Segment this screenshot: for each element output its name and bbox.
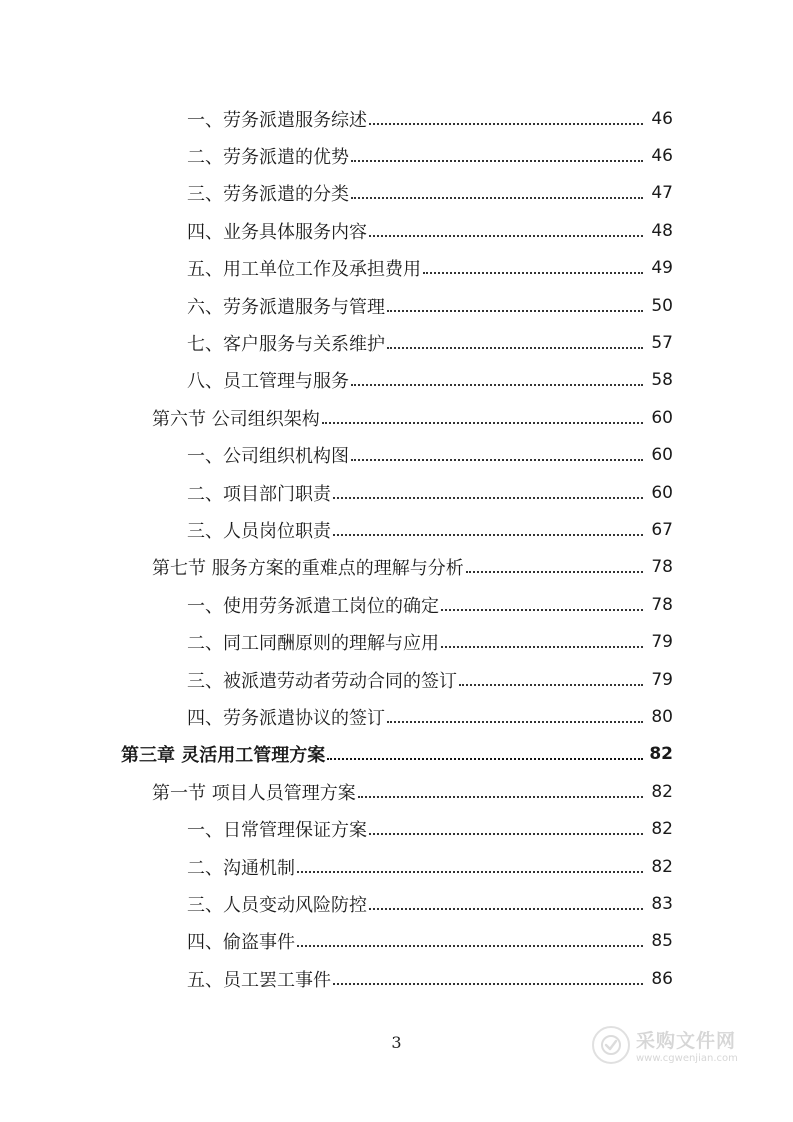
- toc-entry-title: 一、劳务派遣服务综述: [187, 109, 367, 131]
- toc-entry-title: 四、偷盗事件: [187, 932, 295, 954]
- dot-leader: [441, 609, 643, 611]
- toc-entry-title: 三、人员岗位职责: [187, 520, 331, 542]
- watermark-title: 采购文件网: [636, 1030, 737, 1052]
- toc-entry-page: 67: [651, 519, 673, 540]
- toc-entry[interactable]: [0, 960, 793, 997]
- toc-entry-page: 83: [651, 893, 673, 914]
- toc-entry-title: 第七节 服务方案的重难点的理解与分析: [152, 558, 464, 580]
- toc-section-entry[interactable]: [0, 773, 793, 810]
- toc-entry-page: 49: [651, 258, 673, 279]
- toc-entry[interactable]: [0, 212, 793, 249]
- dot-leader: [423, 272, 643, 274]
- toc-entry-title: 三、被派遣劳动者劳动合同的签订: [187, 670, 457, 692]
- toc-entry[interactable]: [0, 848, 793, 885]
- toc-entry[interactable]: [0, 661, 793, 698]
- page-number: 3: [391, 1033, 402, 1052]
- watermark: [592, 1026, 738, 1064]
- toc-entry-title: 四、劳务派遣协议的签订: [187, 707, 385, 729]
- toc-entry-title: 四、业务具体服务内容: [187, 221, 367, 243]
- dot-leader: [387, 721, 643, 723]
- toc-entry-page: 82: [651, 819, 673, 840]
- toc-entry-page: 57: [651, 333, 673, 354]
- dot-leader: [387, 310, 643, 312]
- toc-entry[interactable]: [0, 885, 793, 922]
- dot-leader: [297, 945, 643, 947]
- toc-entry-title: 五、用工单位工作及承担费用: [187, 259, 421, 281]
- toc-entry-title: 第三章 灵活用工管理方案: [121, 745, 326, 767]
- toc-entry-page: 78: [651, 557, 673, 578]
- toc-entry[interactable]: [0, 511, 793, 548]
- toc-entry-title: 六、劳务派遣服务与管理: [187, 296, 385, 318]
- toc-entry[interactable]: [0, 623, 793, 660]
- toc-entry-page: 78: [651, 594, 673, 615]
- toc-entry-title: 二、项目部门职责: [187, 483, 331, 505]
- toc-entry[interactable]: [0, 324, 793, 361]
- watermark-url: www.cgwenjian.com: [636, 1053, 738, 1064]
- toc-entry[interactable]: [0, 698, 793, 735]
- toc-entry-page: 82: [651, 856, 673, 877]
- toc-entry-title: 八、员工管理与服务: [187, 371, 349, 393]
- toc-entry-title: 一、使用劳务派遣工岗位的确定: [187, 595, 439, 617]
- toc-entry-page: 86: [651, 968, 673, 989]
- toc-entry-title: 第一节 项目人员管理方案: [152, 782, 356, 804]
- toc-entry-page: 80: [651, 706, 673, 727]
- toc-entry-page: 58: [651, 370, 673, 391]
- toc-entry-page: 46: [651, 108, 673, 129]
- dot-leader: [466, 571, 643, 573]
- toc-entry-title: 一、公司组织机构图: [187, 446, 349, 468]
- dot-leader: [333, 497, 643, 499]
- toc-entry-title: 二、劳务派遣的优势: [187, 147, 349, 169]
- dot-leader: [369, 235, 643, 237]
- toc-entry[interactable]: [0, 586, 793, 623]
- toc-section-entry[interactable]: [0, 399, 793, 436]
- table-of-contents: [0, 100, 793, 997]
- dot-leader: [322, 422, 643, 424]
- toc-entry[interactable]: [0, 287, 793, 324]
- toc-entry-title: 三、劳务派遣的分类: [187, 184, 349, 206]
- dot-leader: [369, 833, 643, 835]
- toc-entry-page: 50: [651, 295, 673, 316]
- toc-section-entry[interactable]: [0, 549, 793, 586]
- toc-entry-page: 82: [651, 781, 673, 802]
- dot-leader: [351, 160, 643, 162]
- toc-entry-page: 60: [651, 482, 673, 503]
- toc-entry[interactable]: [0, 137, 793, 174]
- toc-entry-title: 三、人员变动风险防控: [187, 894, 367, 916]
- dot-leader: [351, 384, 643, 386]
- toc-chapter-entry[interactable]: [0, 736, 793, 773]
- toc-entry-page: 48: [651, 220, 673, 241]
- toc-entry-page: 47: [651, 183, 673, 204]
- toc-entry[interactable]: [0, 250, 793, 287]
- dot-leader: [441, 646, 643, 648]
- dot-leader: [351, 459, 643, 461]
- dot-leader: [333, 534, 643, 536]
- toc-entry-title: 二、沟通机制: [187, 857, 295, 879]
- toc-entry[interactable]: [0, 923, 793, 960]
- toc-entry[interactable]: [0, 100, 793, 137]
- toc-entry-title: 二、同工同酬原则的理解与应用: [187, 633, 439, 655]
- toc-entry[interactable]: [0, 810, 793, 847]
- dot-leader: [333, 983, 643, 985]
- toc-entry-page: 60: [651, 445, 673, 466]
- toc-entry[interactable]: [0, 175, 793, 212]
- dot-leader: [358, 796, 643, 798]
- toc-entry[interactable]: [0, 362, 793, 399]
- toc-entry-page: 79: [651, 632, 673, 653]
- toc-entry-page: 60: [651, 407, 673, 428]
- toc-entry-page: 85: [651, 931, 673, 952]
- dot-leader: [369, 123, 643, 125]
- toc-entry-page: 82: [649, 744, 673, 765]
- dot-leader: [327, 758, 643, 760]
- toc-entry-page: 46: [651, 146, 673, 167]
- dot-leader: [369, 908, 643, 910]
- toc-entry[interactable]: [0, 437, 793, 474]
- dot-leader: [297, 871, 643, 873]
- toc-entry-title: 第六节 公司组织架构: [152, 408, 320, 430]
- toc-entry-title: 一、日常管理保证方案: [187, 820, 367, 842]
- toc-entry-page: 79: [651, 669, 673, 690]
- dot-leader: [351, 197, 643, 199]
- dot-leader: [387, 347, 643, 349]
- watermark-logo-icon: [592, 1026, 630, 1064]
- dot-leader: [459, 684, 643, 686]
- toc-entry-title: 五、员工罢工事件: [187, 969, 331, 991]
- toc-entry-title: 七、客户服务与关系维护: [187, 334, 385, 356]
- toc-entry[interactable]: [0, 474, 793, 511]
